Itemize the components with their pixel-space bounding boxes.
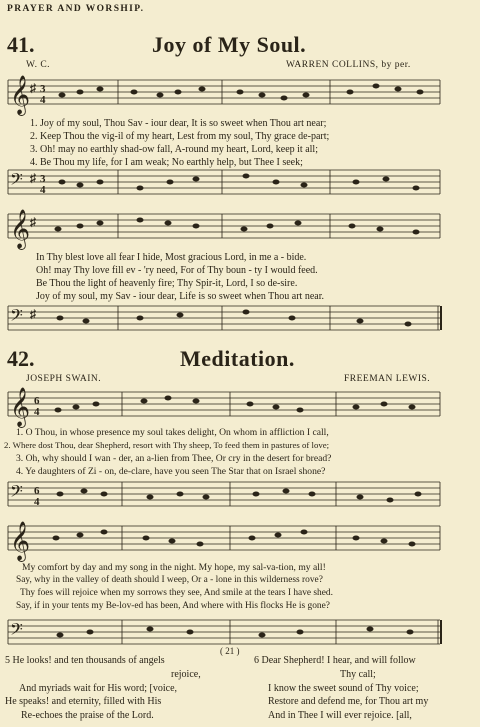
stanza-5-line-3: And myriads wait for His word; [voice, xyxy=(19,682,178,694)
hymn-42-verse-1b: My comfort by day and my song in the night. My hope, my sal-va-tion, my all! xyxy=(22,562,326,573)
svg-text:4: 4 xyxy=(40,94,46,106)
hymn-42-stanza-5 xyxy=(5,654,201,723)
hymn-41-number: 41. xyxy=(7,32,35,57)
music-staff-treble-2 xyxy=(0,206,480,256)
stanza-6-line-1: 6 Dear Shepherd! I hear, and will follow xyxy=(254,655,416,666)
svg-text:3: 3 xyxy=(40,173,46,185)
stanza-6-line-3: I know the sweet sound of Thy voice; xyxy=(268,682,419,694)
svg-text:4: 4 xyxy=(34,496,40,508)
svg-text:𝄢: 𝄢 xyxy=(10,171,23,193)
stanza-6-line-2: Thy call; xyxy=(340,668,376,680)
hymn-42-verse-2b: Say, why in the valley of death should I weep, Or a - lone in this wilderness rove? xyxy=(16,575,323,585)
hymn-41-title: Joy of My Soul. xyxy=(152,32,307,57)
stanza-6-line-5: And in Thee I will ever rejoice. [all, xyxy=(268,710,412,722)
music-staff-bass-2 xyxy=(0,298,480,338)
music-staff-bass-3 xyxy=(0,474,480,514)
svg-text:♯: ♯ xyxy=(30,171,36,185)
stanza-5-line-2: rejoice, xyxy=(171,668,201,680)
svg-text:𝄞: 𝄞 xyxy=(10,77,31,114)
hymn-42-verse-4b: Say, if in your tents my Be-lov-ed has been, And where with His flocks He is gone? xyxy=(16,601,330,611)
hymn-41-verse-3b: Be Thou the light of heavenly fire; Thy Spir-it, Lord, I so de-sire. xyxy=(36,278,298,289)
hymn-41-verse-1b: In Thy blest love all fear I hide, Most gracious Lord, in me a - bide. xyxy=(36,252,307,263)
svg-text:♯: ♯ xyxy=(30,307,36,321)
stanza-5-line-1: 5 He looks! and ten thousands of angels xyxy=(5,655,165,666)
hymn-42-title: Meditation. xyxy=(180,346,295,371)
hymn-42-stanza-6 xyxy=(254,654,428,723)
svg-text:3: 3 xyxy=(40,83,46,95)
svg-text:𝄞: 𝄞 xyxy=(10,523,31,560)
svg-text:6: 6 xyxy=(34,485,40,497)
music-staff-bass xyxy=(0,162,480,202)
hymn-41-verse-1a: 1. Joy of my soul, Thou Sav - iour dear, It is so sweet when Thou art near; xyxy=(30,118,327,129)
hymn-41-verse-4b: Joy of my soul, my Sav - iour dear, Life is so sweet when Thou art near. xyxy=(36,291,324,302)
page-number: ( 21 ) xyxy=(220,646,240,656)
svg-text:𝄢: 𝄢 xyxy=(10,621,23,643)
svg-text:♯: ♯ xyxy=(30,81,36,95)
hymn-42-author: JOSEPH SWAIN. xyxy=(26,374,102,384)
music-staff-treble-4 xyxy=(0,518,480,568)
hymn-42-composer: FREEMAN LEWIS. xyxy=(344,374,431,384)
hymn-42-verse-3a: 3. Oh, why should I wan - der, an a-lien from Thee, Or cry in the desert for bread? xyxy=(16,453,332,464)
svg-text:4: 4 xyxy=(34,406,40,418)
svg-text:♯: ♯ xyxy=(30,215,36,229)
hymn-41-verse-2a: 2. Keep Thou the vig-il of my heart, Lest from my soul, Thy grace de-part; xyxy=(30,131,330,142)
hymn-41-verse-3a: 3. Oh! may no earthly shad-ow fall, A-round my heart, Lord, keep it all; xyxy=(30,144,318,155)
hymn-42-verse-2a: 2. Where dost Thou, dear Shepherd, resort with Thy sheep, To feed them in pastures of love; xyxy=(4,440,330,450)
page-header: PRAYER AND WORSHIP. xyxy=(7,4,145,14)
svg-text:𝄢: 𝄢 xyxy=(10,483,23,505)
hymn-42-verse-3b: Thy foes will rejoice when my sorrows they see, And smile at the tears I have shed. xyxy=(20,588,333,598)
hymn-42-verse-4a: 4. Ye daughters of Zi - on, de-clare, have you seen The Star that on Israel shone? xyxy=(16,466,326,477)
svg-text:𝄢: 𝄢 xyxy=(10,307,23,329)
svg-text:4: 4 xyxy=(40,184,46,196)
hymn-41-verse-2b: Oh! may Thy love fill ev - 'ry need, For of Thy boun - ty I would feed. xyxy=(36,265,318,276)
hymn-41-composer: WARREN COLLINS, by per. xyxy=(286,60,411,70)
hymn-41-author: W. C. xyxy=(26,60,51,70)
hymn-42-number: 42. xyxy=(7,346,35,371)
stanza-6-line-4: Restore and defend me, for Thou art my xyxy=(268,696,429,708)
hymn-41-verse-4a: 4. Be Thou my life, for I am weak; No earthly help, but Thee I seek; xyxy=(30,157,303,168)
svg-text:𝄞: 𝄞 xyxy=(10,211,31,248)
svg-text:6: 6 xyxy=(34,395,40,407)
hymn-42-verse-1a: 1. O Thou, in whose presence my soul takes delight, On whom in affliction I call, xyxy=(16,427,329,438)
music-staff-bass-4 xyxy=(0,612,480,652)
stanza-5-line-5: Re-echoes the praise of the Lord. xyxy=(21,710,154,722)
stanza-5-line-4: He speaks! and eternity, filled with His xyxy=(5,696,162,708)
svg-text:𝄞: 𝄞 xyxy=(10,389,31,426)
